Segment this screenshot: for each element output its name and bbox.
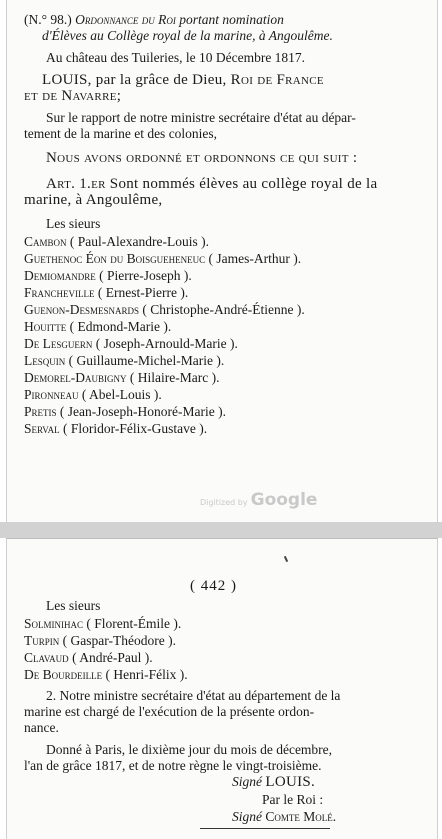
article1-label: Art. 1.er [46, 176, 106, 192]
article1-line1 [46, 176, 377, 192]
list-item: Houitte ( Edmond-Marie ). [24, 319, 172, 334]
google-logo: Google [250, 490, 318, 510]
list-item: Serval ( Floridor-Félix-Gustave ). [24, 421, 208, 436]
king-title: Roi de France [230, 72, 324, 88]
king-grace: , par la grâce de Dieu, [87, 72, 227, 88]
report-line2: tement de la marine et des colonies, [24, 126, 218, 141]
page-number: ( 442 ) [190, 578, 237, 594]
list-item: Guenon-Desmesnards ( Christophe-André-Étienne ). [24, 302, 305, 317]
par-le-roi: Par le Roi : [262, 792, 324, 807]
ordinance-title-rest: portant nomination [179, 12, 284, 27]
signature2-name: Comte Molé. [265, 809, 337, 824]
ordinance-number: (N.° 98.) [24, 12, 72, 27]
closing-rule [200, 828, 330, 829]
les-sieurs-label: Les sieurs [46, 216, 101, 231]
list-item: Lesquin ( Guillaume-Michel-Marie ). [24, 353, 225, 368]
list-item: Pretis ( Jean-Joseph-Honoré-Marie ). [24, 404, 226, 419]
article2-line3: nance. [24, 720, 59, 735]
list-item: De Bourdeille ( Henri-Félix ). [24, 667, 188, 682]
watermark-digitized-text: Digitized by [200, 498, 248, 507]
list-item: Guethenoc Éon du Boisgueheneuc ( James-Arthur ). [24, 251, 302, 266]
list-item: Demiomandre ( Pierre-Joseph ). [24, 268, 192, 283]
article2-line2: marine est chargé de l'exécution de la présente ordon- [24, 704, 315, 719]
list-item: Turpin ( Gaspar-Théodore ). [24, 633, 176, 648]
les-sieurs-label-2: Les sieurs [46, 598, 101, 613]
ordinance-heading-line1 [24, 12, 284, 28]
article1-line2: marine, à Angoulême, [24, 192, 163, 208]
given-line1: Donné à Paris, le dixième jour du mois de décembre, [46, 742, 333, 757]
list-item: De Lesguern ( Joseph-Arnould-Marie ). [24, 336, 238, 351]
king-line1 [42, 72, 324, 88]
ordered-line: Nous avons ordonné et ordonnons ce qui suit : [46, 150, 358, 166]
list-item: Pironneau ( Abel-Louis ). [24, 387, 162, 402]
signature-minister [232, 809, 336, 825]
list-item: Cambon ( Paul-Alexandre-Louis ). [24, 234, 209, 249]
report-line1: Sur le rapport de notre ministre secrétaire d'état au dépar- [46, 110, 356, 125]
list-item: Francheville ( Ernest-Pierre ). [24, 285, 189, 300]
signature2-label: Signé [232, 809, 262, 824]
king-name: LOUIS [42, 72, 88, 88]
signature-label: Signé [232, 774, 262, 789]
given-line2: l'an de grâce 1817, et de notre règne le vingt-troisième. [24, 758, 322, 773]
ordinance-title: Ordonnance du Roi [75, 12, 176, 27]
article2-line1: 2. Notre ministre secrétaire d'état au département de la [46, 688, 341, 703]
ordinance-heading-line2: d'Élèves au Collège royal de la marine, à Angoulême. [42, 28, 333, 43]
signature-name: LOUIS. [265, 774, 316, 790]
list-item: Demorel-Daubigny ( Hilaire-Marc ). [24, 370, 220, 385]
place-date: Au château des Tuileries, le 10 Décembre 1817. [46, 50, 306, 65]
article1-text: Sont nommés élèves au collège royal de la [109, 176, 378, 192]
king-line2: et de Navarre; [24, 88, 122, 104]
list-item: Clavaud ( André-Paul ). [24, 650, 153, 665]
page-gap [0, 522, 442, 538]
list-item: Solminihac ( Florent-Émile ). [24, 616, 182, 631]
digitized-watermark [200, 490, 317, 510]
signature-king [232, 774, 315, 790]
